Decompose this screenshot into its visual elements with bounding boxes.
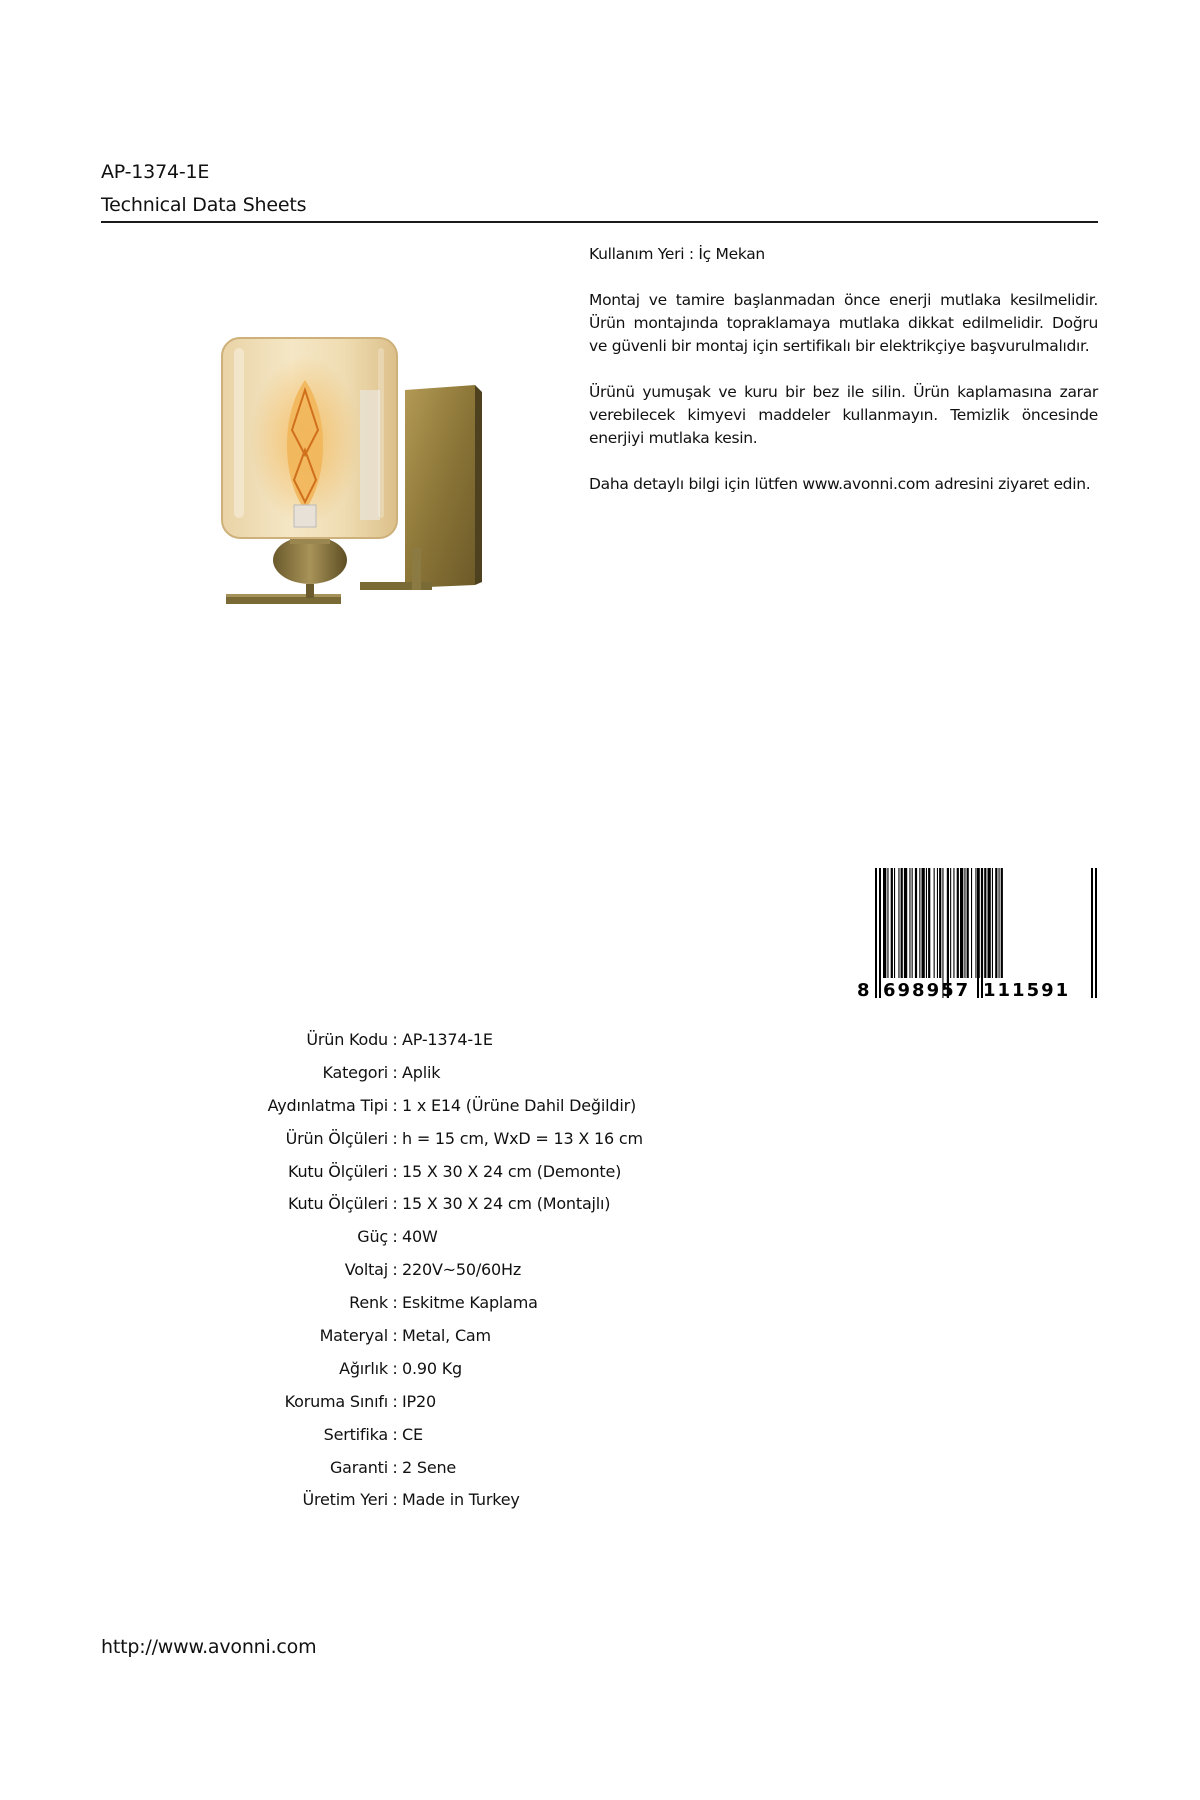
- barcode-bar: [960, 868, 963, 978]
- barcode-bar: [937, 868, 938, 978]
- usage-text: Kullanım Yeri : İç Mekan: [589, 245, 765, 263]
- barcode-bar: [875, 868, 877, 998]
- spec-label: Üretim Yeri: [302, 1490, 388, 1510]
- spec-row: [150, 1385, 850, 1418]
- barcode-bar: [953, 868, 954, 978]
- barcode-bar: [947, 868, 949, 998]
- spec-value: Metal, Cam: [402, 1325, 491, 1345]
- barcode-bars: [875, 868, 1097, 998]
- spec-value: 220V~50/60Hz: [402, 1260, 522, 1280]
- barcode-bar: [992, 868, 993, 978]
- barcode-bar: [919, 868, 920, 978]
- barcode-bar: [981, 868, 983, 998]
- spec-value: 0.90 Kg: [402, 1358, 462, 1378]
- barcode-bar: [957, 868, 959, 978]
- spec-row: [150, 1023, 850, 1056]
- spec-value: Aplik: [402, 1062, 441, 1082]
- barcode-bar: [879, 868, 881, 998]
- barcode-bar: [898, 868, 899, 978]
- spec-value: AP-1374-1E: [402, 1029, 493, 1049]
- barcode-bar: [971, 868, 972, 978]
- product-description: [589, 243, 1098, 519]
- barcode-bar: [950, 868, 951, 978]
- product-photo-wall-lamp: [210, 320, 510, 620]
- spec-row: [150, 1155, 850, 1188]
- spec-value: 1 x E14 (Ürüne Dahil Değildir): [402, 1095, 636, 1115]
- barcode-bar: [1001, 868, 1003, 978]
- barcode-bar: [984, 868, 986, 978]
- spec-value: Made in Turkey: [402, 1490, 520, 1510]
- spec-separator: :: [392, 1128, 398, 1148]
- spec-row: [150, 1352, 850, 1385]
- barcode-bar: [901, 868, 903, 978]
- spec-table: [150, 1023, 850, 1516]
- spec-row: [150, 1187, 850, 1220]
- spec-row: [150, 1220, 850, 1253]
- spec-row: [150, 1286, 850, 1319]
- spec-value: 15 X 30 X 24 cm (Demonte): [402, 1161, 622, 1181]
- spec-label: Ürün Kodu: [306, 1029, 388, 1049]
- spec-separator: :: [392, 1457, 398, 1477]
- spec-row: [150, 1483, 850, 1516]
- spec-separator: :: [392, 1490, 398, 1510]
- spec-separator: :: [392, 1161, 398, 1181]
- spec-label: Garanti: [329, 1457, 388, 1477]
- spec-separator: :: [392, 1095, 398, 1115]
- document-subtitle: Technical Data Sheets: [101, 194, 307, 216]
- barcode-bar: [1095, 868, 1097, 998]
- barcode-bar: [904, 868, 907, 978]
- spec-separator: :: [392, 1227, 398, 1247]
- barcode-bar: [1091, 868, 1093, 998]
- spec-label: Kutu Ölçüleri: [287, 1194, 388, 1214]
- barcode-bar: [915, 868, 917, 978]
- spec-label: Ağırlık: [339, 1358, 388, 1378]
- spec-separator: :: [392, 1424, 398, 1444]
- spec-separator: :: [392, 1391, 398, 1411]
- barcode-bar: [975, 868, 976, 978]
- barcode-bar: [912, 868, 913, 978]
- spec-label: Kutu Ölçüleri: [287, 1161, 388, 1181]
- spec-label: Sertifika: [323, 1424, 388, 1444]
- info-text: Daha detaylı bilgi için lütfen www.avonni.com adresini ziyaret edin.: [589, 475, 1091, 493]
- spec-row: [150, 1418, 850, 1451]
- spec-separator: :: [392, 1029, 398, 1049]
- spec-label: Kategori: [322, 1062, 388, 1082]
- spec-label: Ürün Ölçüleri: [285, 1128, 388, 1148]
- barcode-bar: [964, 868, 965, 978]
- barcode-bar: [894, 868, 895, 978]
- barcode-digit-first: 8: [857, 980, 870, 998]
- barcode-bar: [988, 868, 991, 978]
- spec-separator: :: [392, 1194, 398, 1214]
- care-text: Ürünü yumuşak ve kuru bir bez ile silin. Ürün kaplamasına zarar verebilecek kimyevi maddeler kullanmayın. Temizlik öncesinde enerjiyi mutlaka kesin.: [589, 383, 1098, 447]
- spec-label: Materyal: [319, 1325, 388, 1345]
- spec-row: [150, 1451, 850, 1484]
- spec-row: [150, 1056, 850, 1089]
- barcode-bar: [934, 868, 935, 978]
- spec-value: h = 15 cm, WxD = 13 X 16 cm: [402, 1128, 643, 1148]
- barcode-bar: [926, 868, 927, 978]
- barcode-bar: [928, 868, 930, 978]
- spec-value: 40W: [402, 1227, 438, 1247]
- spec-separator: :: [392, 1062, 398, 1082]
- spec-separator: :: [392, 1358, 398, 1378]
- spec-label: Güç: [357, 1227, 388, 1247]
- barcode-bar: [909, 868, 910, 978]
- barcode-bar: [942, 868, 943, 998]
- barcode-bar: [999, 868, 1000, 978]
- barcode-digits-left: 698957: [883, 980, 971, 998]
- barcode-bar: [883, 868, 886, 978]
- spec-label: Voltaj: [344, 1260, 388, 1280]
- product-code-heading: AP-1374-1E: [101, 161, 210, 183]
- barcode: [855, 868, 1097, 998]
- barcode-bar: [891, 868, 893, 978]
- spec-value: 2 Sene: [402, 1457, 457, 1477]
- spec-separator: :: [392, 1293, 398, 1313]
- safety-text: Montaj ve tamire başlanmadan önce enerji mutlaka kesilmelidir. Ürün montajında topraklamaya mutlaka dikkat edilmelidir. Doğru ve güvenli bir montaj için sertifikalı bir elektrikçiye başvurulmalıdır.: [589, 291, 1098, 355]
- spec-row: [150, 1122, 850, 1155]
- spec-value: IP20: [402, 1391, 436, 1411]
- spec-separator: :: [392, 1325, 398, 1345]
- spec-label: Renk: [349, 1293, 388, 1313]
- spec-value: CE: [402, 1424, 423, 1444]
- spec-value: 15 X 30 X 24 cm (Montajlı): [402, 1194, 611, 1214]
- spec-row: [150, 1253, 850, 1286]
- barcode-bar: [922, 868, 925, 978]
- website-url: http://www.avonni.com: [101, 1636, 317, 1658]
- barcode-digits-right: 111591: [983, 980, 1071, 998]
- barcode-bar: [939, 868, 941, 978]
- spec-label: Aydınlatma Tipi: [267, 1095, 388, 1115]
- spec-separator: :: [392, 1260, 398, 1280]
- barcode-bar: [977, 868, 979, 998]
- spec-label: Koruma Sınıfı: [284, 1391, 388, 1411]
- barcode-bar: [967, 868, 969, 978]
- spec-row: [150, 1089, 850, 1122]
- spec-row: [150, 1319, 850, 1352]
- barcode-bar: [995, 868, 997, 978]
- barcode-bar: [887, 868, 888, 978]
- header-divider: [101, 221, 1098, 223]
- spec-value: Eskitme Kaplama: [402, 1293, 538, 1313]
